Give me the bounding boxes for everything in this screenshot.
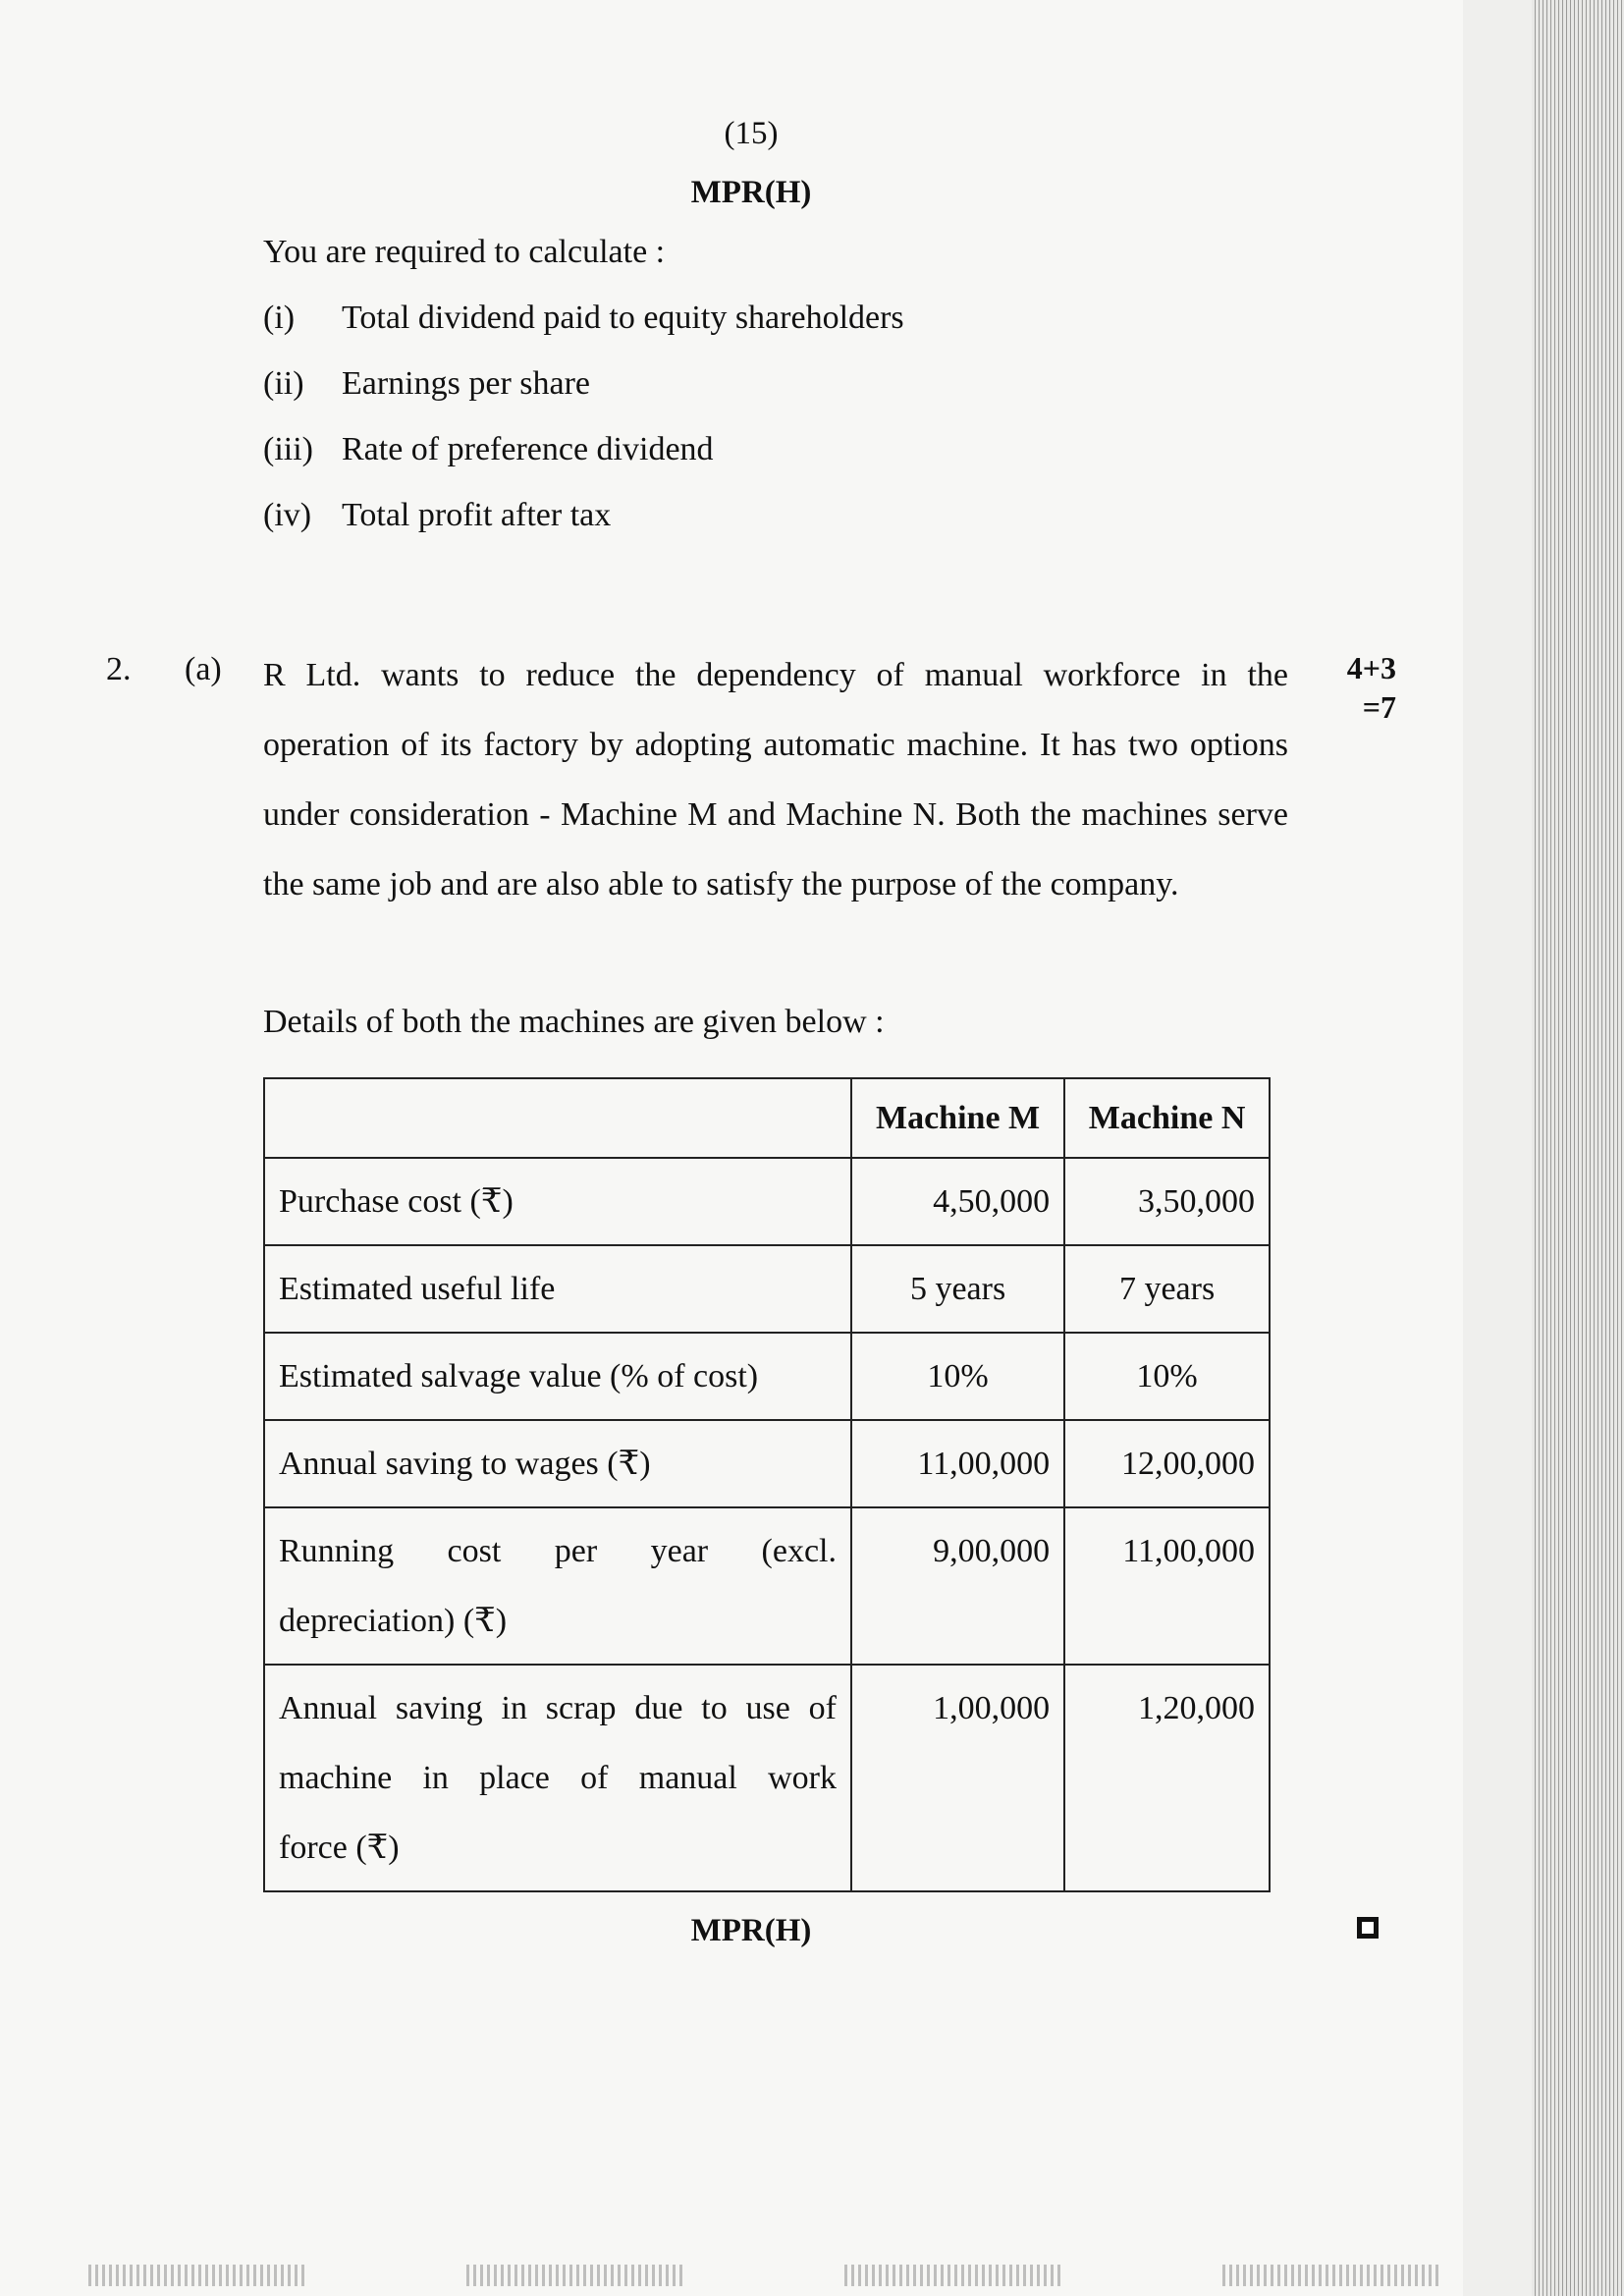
question-paragraph: R Ltd. wants to reduce the dependency of manual workforce in the operation of its factory by adopting automatic machine. It has two options under consideration - Machine M and Machine N. Both the machines serve the same job and are also able to satisfy the purpose of the company. [263, 657, 1288, 902]
list-item [263, 365, 590, 403]
row-label-line: depreciation) (₹) [279, 1603, 508, 1639]
instruction-text: You are required to calculate : [263, 234, 666, 270]
row-label [264, 1665, 851, 1891]
row-label-line: Running cost per year (excl. [279, 1533, 837, 1569]
list-item-number: (i) [263, 300, 296, 336]
machine-n-value: 12,00,000 [1064, 1420, 1270, 1507]
scan-smudge [1222, 2265, 1438, 2286]
page-margin [1463, 0, 1532, 2296]
row-label: Purchase cost (₹) [264, 1158, 851, 1245]
question-number: 2. [106, 651, 132, 687]
machine-m-value: 4,50,000 [851, 1158, 1064, 1245]
machine-m-value: 1,00,000 [851, 1665, 1064, 1891]
list-item-text: Rate of preference dividend [342, 431, 714, 467]
table-row [264, 1158, 1270, 1245]
page-number: (15) [724, 116, 779, 151]
list-item-number: (iv) [263, 497, 312, 533]
row-label: Annual saving to wages (₹) [264, 1420, 851, 1507]
paper-code-footer: MPR(H) [690, 1913, 812, 1948]
machine-m-value: 9,00,000 [851, 1507, 1064, 1665]
table-row [264, 1420, 1270, 1507]
paper-code-header: MPR(H) [690, 175, 812, 210]
table-row [264, 1333, 1270, 1420]
machine-m-value: 5 years [851, 1245, 1064, 1333]
machine-n-value: 11,00,000 [1064, 1507, 1270, 1665]
list-item-text: Total dividend paid to equity shareholders [342, 300, 904, 336]
table-header-machine-n: Machine N [1064, 1078, 1270, 1158]
machine-n-value: 10% [1064, 1333, 1270, 1420]
table-header-machine-m: Machine M [851, 1078, 1064, 1158]
machine-n-value: 3,50,000 [1064, 1158, 1270, 1245]
list-item-number: (iii) [263, 431, 313, 467]
row-label-line: force (₹) [279, 1830, 400, 1866]
marks-allocation [1316, 648, 1396, 727]
list-item [263, 497, 611, 534]
scan-smudge [844, 2265, 1060, 2286]
row-label-line: Annual saving in scrap due to use of [279, 1690, 837, 1726]
scan-smudge [466, 2265, 682, 2286]
row-label [264, 1507, 851, 1665]
list-item-number: (ii) [263, 365, 304, 402]
row-label: Estimated useful life [264, 1245, 851, 1333]
stacked-page-edges [1532, 0, 1624, 2296]
row-label: Estimated salvage value (% of cost) [264, 1333, 851, 1420]
question-subpart: (a) [185, 651, 222, 687]
marks-line: 4+3 [1346, 650, 1396, 685]
end-marker-box-icon [1357, 1917, 1379, 1939]
table-header-blank [264, 1078, 851, 1158]
list-item-text: Total profit after tax [342, 497, 612, 533]
table-row [264, 1245, 1270, 1333]
details-caption: Details of both the machines are given below : [263, 1004, 885, 1040]
list-item [263, 431, 714, 468]
machine-m-value: 11,00,000 [851, 1420, 1064, 1507]
machine-n-value: 7 years [1064, 1245, 1270, 1333]
table-row [264, 1507, 1270, 1665]
row-label-line: machine in place of manual work [279, 1760, 837, 1796]
table-row [264, 1665, 1270, 1891]
list-item-text: Earnings per share [342, 365, 591, 402]
marks-total: =7 [1362, 689, 1396, 725]
scan-smudge [88, 2265, 304, 2286]
machine-m-value: 10% [851, 1333, 1064, 1420]
list-item [263, 300, 904, 337]
machine-n-value: 1,20,000 [1064, 1665, 1270, 1891]
machine-comparison-table [263, 1077, 1271, 1892]
table-header-row [264, 1078, 1270, 1158]
